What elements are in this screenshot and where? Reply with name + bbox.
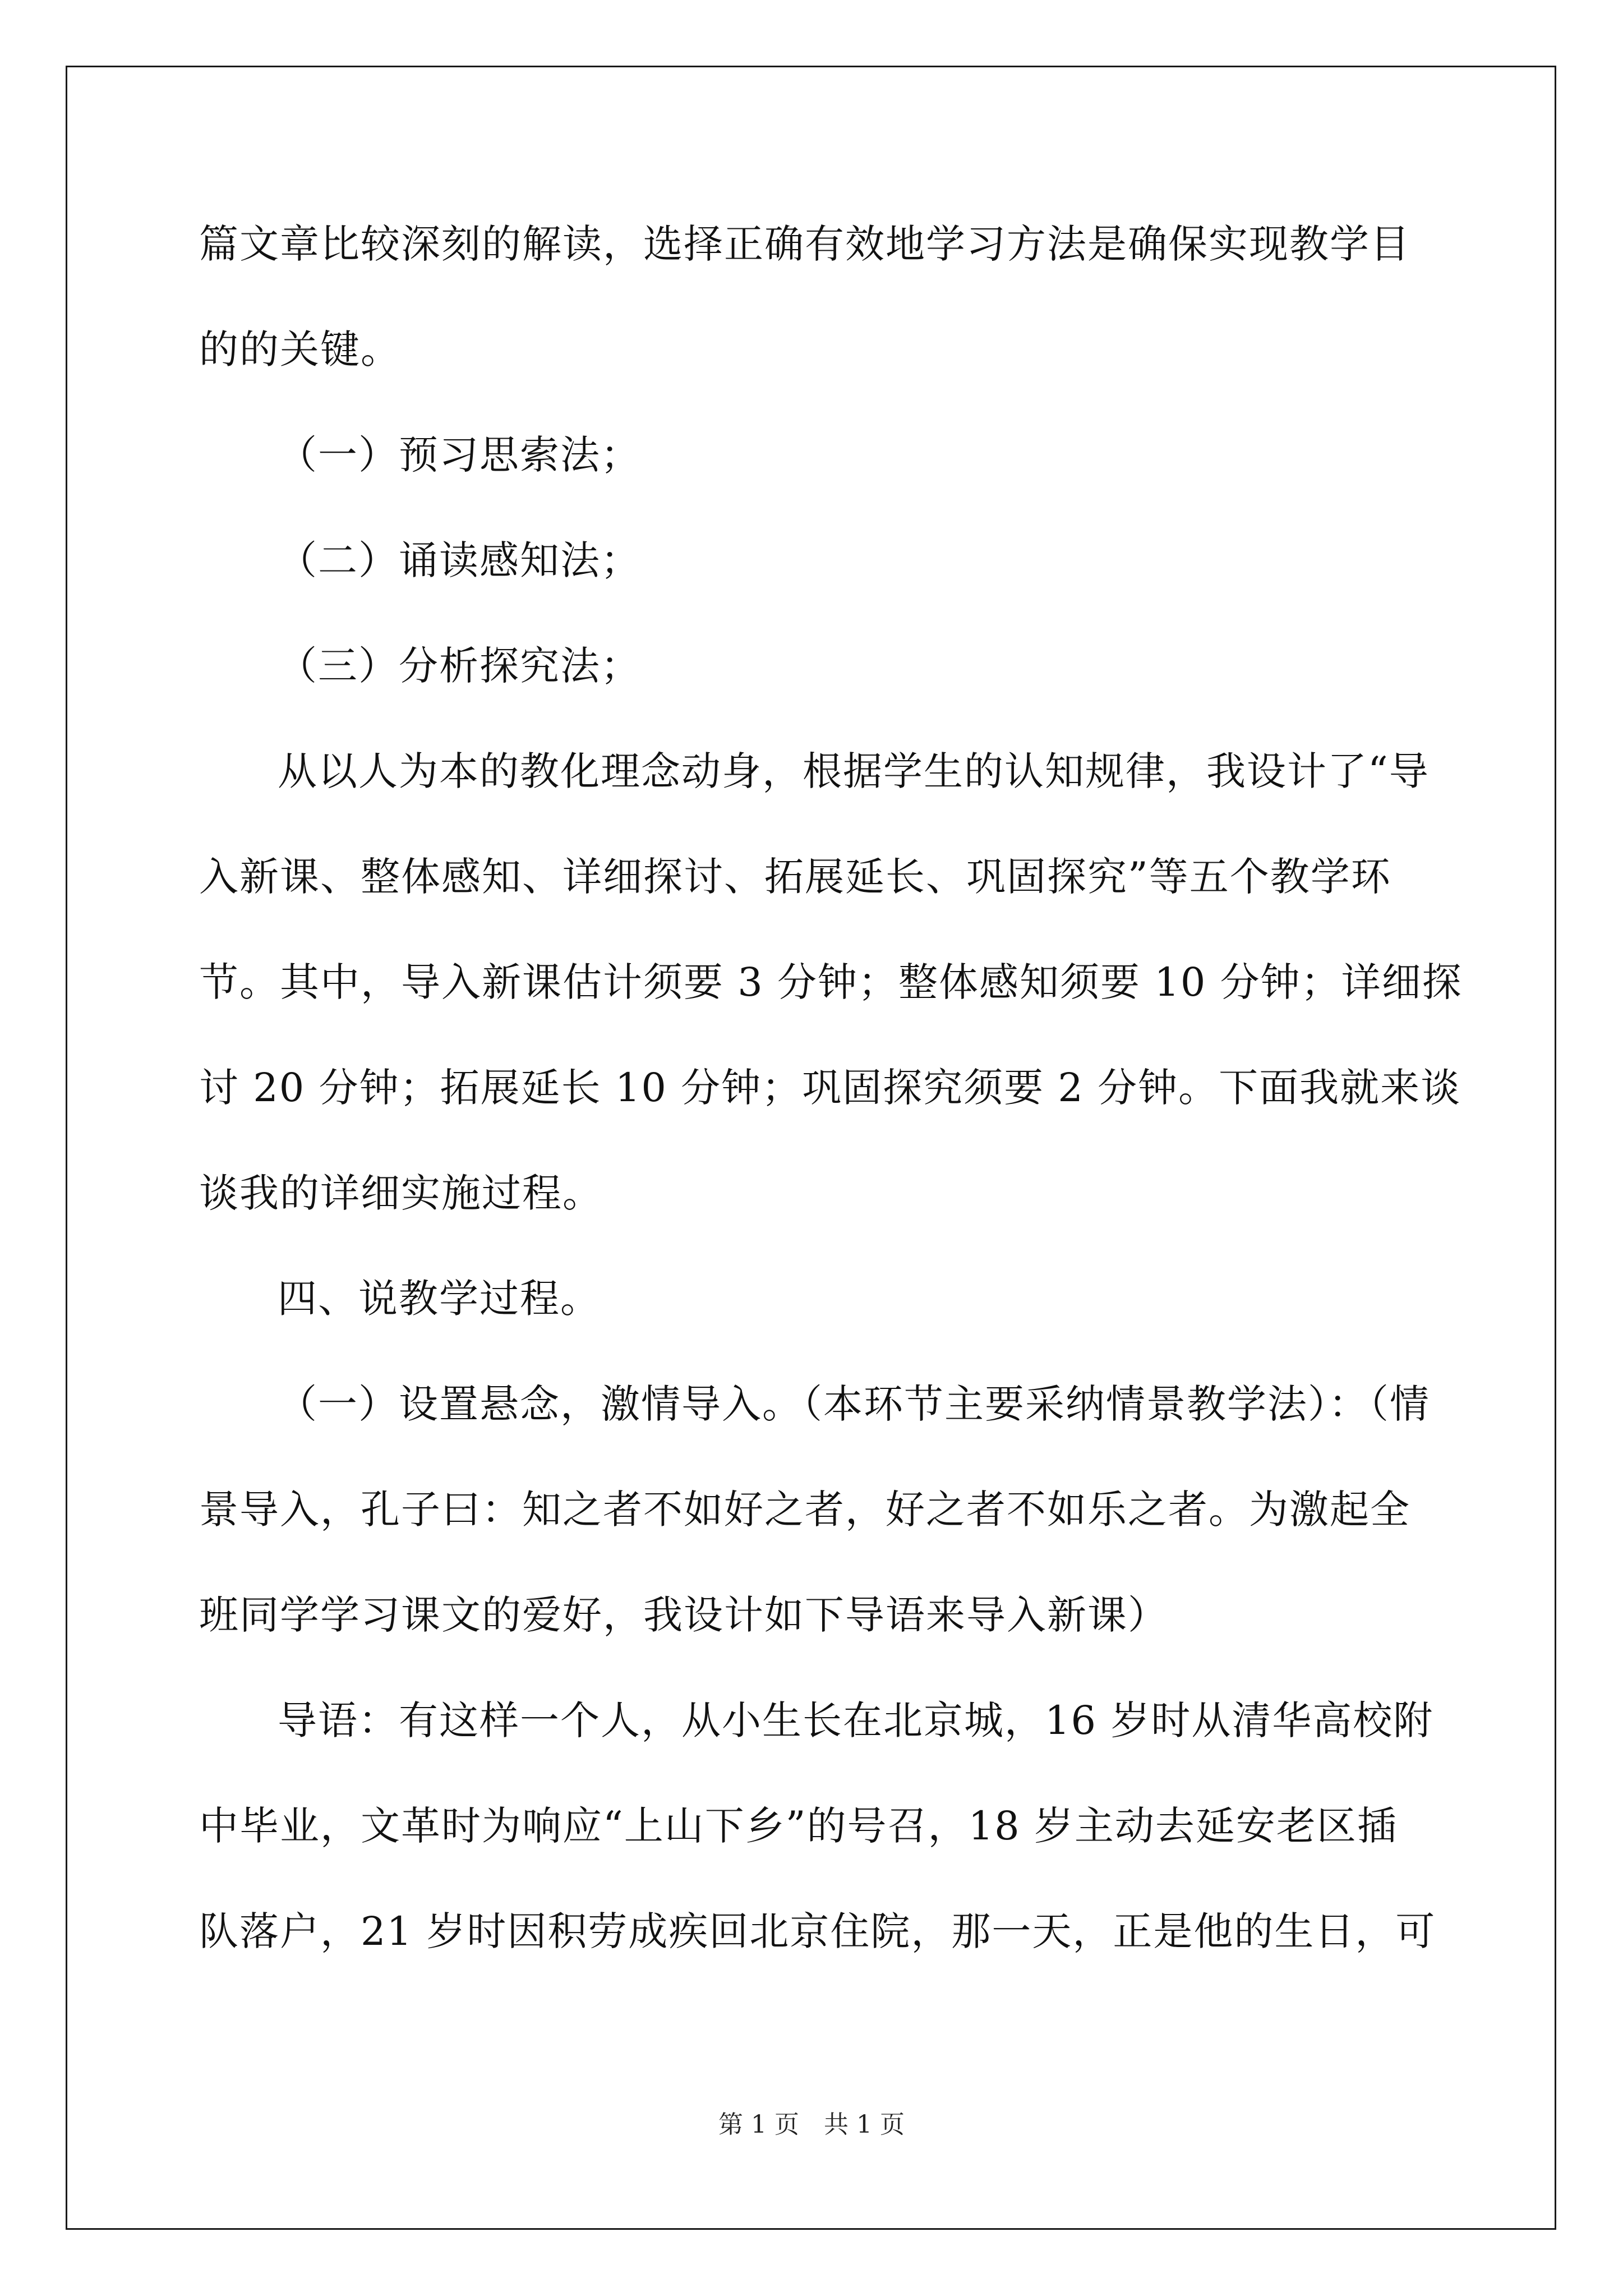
paragraph-line: 景导入，孔子曰：知之者不如好之者，好之者不如乐之者。为激起全 bbox=[199, 1487, 1410, 1533]
paragraph-line: 讨 20 分钟；拓展延长 10 分钟；巩固探究须要 2 分钟。下面我就来谈 bbox=[199, 1065, 1461, 1111]
list-item: （三）分析探究法； bbox=[278, 643, 641, 689]
paragraph-line: 节。其中，导入新课估计须要 3 分钟；整体感知须要 10 分钟；详细探 bbox=[199, 959, 1463, 1005]
paragraph-line: 的的关键。 bbox=[199, 326, 401, 372]
paragraph-line: 入新课、整体感知、详细探讨、拓展延长、巩固探究”等五个教学环 bbox=[199, 854, 1391, 900]
paragraph-line: 导语：有这样一个人，从小生长在北京城，16 岁时从清华高校附 bbox=[278, 1697, 1434, 1743]
page-border bbox=[66, 66, 1556, 2230]
page-number-footer: 第 1 页 共 1 页 bbox=[718, 2110, 905, 2139]
paragraph-line: 队落户，21 岁时因积劳成疾回北京住院，那一天，正是他的生日，可 bbox=[199, 1908, 1436, 1954]
paragraph-line: 中毕业，文革时为响应“上山下乡”的号召，18 岁主动去延安老区插 bbox=[199, 1803, 1398, 1849]
paragraph-line: 从以人为本的教化理念动身，根据学生的认知规律，我设计了“导 bbox=[278, 748, 1430, 794]
paragraph-line: 篇文章比较深刻的解读，选择正确有效地学习方法是确保实现教学目 bbox=[199, 221, 1410, 267]
paragraph-line: 班同学学习课文的爱好，我设计如下导语来导入新课） bbox=[199, 1592, 1168, 1638]
list-item: （二）诵读感知法； bbox=[278, 537, 641, 583]
section-heading: 四、说教学过程。 bbox=[278, 1276, 601, 1322]
paragraph-line: 谈我的详细实施过程。 bbox=[199, 1170, 603, 1216]
list-item: （一）预习思索法； bbox=[278, 432, 641, 478]
paragraph-line: （一）设置悬念，激情导入。（本环节主要采纳情景教学法）：（情 bbox=[278, 1381, 1430, 1427]
